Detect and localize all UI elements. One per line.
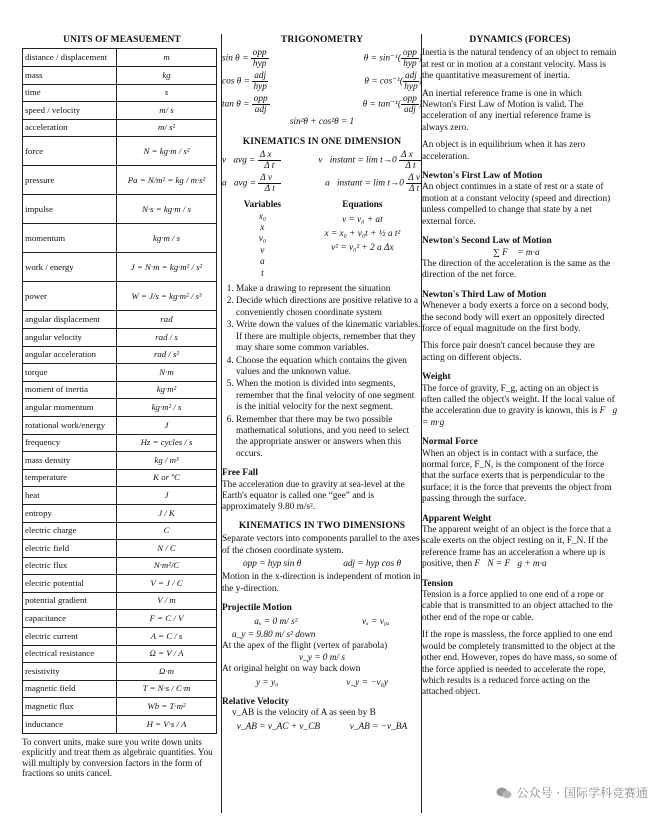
cos-num: adj (254, 71, 267, 82)
a-inst-den: Δ t (409, 184, 420, 195)
a-avg-den: Δ t (264, 184, 275, 195)
unit-symbol: kg·m² / s (117, 399, 217, 417)
units-table (22, 48, 217, 733)
variables-head: Variables (243, 200, 282, 211)
unit-symbol: m/ s² (117, 119, 217, 137)
variable-item: v (260, 245, 265, 256)
unit-symbol: Wb = T·m² (117, 698, 217, 716)
step-item: 4. Choose the equation which contains the given values and the unknown value. (236, 356, 422, 379)
units-row (23, 346, 217, 364)
units-row (23, 328, 217, 346)
atan-num: opp (402, 94, 417, 105)
proj-orig: At original height on way back down (222, 664, 361, 675)
units-row (23, 166, 217, 195)
units-row (23, 504, 217, 522)
kin2d-text2: Motion in the x-direction is independent of motion in the y-direction. (222, 572, 421, 594)
a-avg-frac (258, 173, 281, 194)
unit-symbol: Hz = cycles / s (117, 434, 217, 452)
units-row (23, 84, 217, 102)
v-avg-den: Δ t (264, 161, 275, 172)
v-inst-lhs: v⃗instant = lim t→0 (318, 155, 397, 166)
projectile-x-row (222, 617, 422, 628)
unit-symbol: F = C / V (117, 610, 217, 628)
units-row (23, 698, 217, 716)
adj-eq: adj = hyp cos θ (343, 559, 402, 569)
unit-symbol: N·s = kg·m / s (117, 195, 217, 224)
unit-quantity: electric charge (23, 522, 117, 540)
units-row (23, 645, 217, 663)
a-avg-lhs: a⃗avg = (222, 178, 256, 189)
variable-item: a (260, 257, 265, 268)
unit-quantity: frequency (23, 434, 117, 452)
cos-den: hyp (253, 82, 267, 93)
opp-eq: opp = hyp sin θ (242, 559, 302, 569)
unit-quantity: temperature (23, 469, 117, 487)
unit-quantity: rotational work/energy (23, 416, 117, 434)
unit-symbol: s (117, 84, 217, 102)
unit-quantity: mass density (23, 452, 117, 470)
sin-lhs: sin θ = (222, 54, 249, 65)
unit-quantity: electric flux (23, 557, 117, 575)
units-row (23, 434, 217, 452)
unit-symbol: J (117, 416, 217, 434)
unit-symbol: T = N·s / C·m (117, 680, 217, 698)
units-column (22, 34, 222, 779)
unit-quantity: angular displacement (23, 311, 117, 329)
unit-quantity: momentum (23, 224, 117, 253)
unit-quantity: electric current (23, 628, 117, 646)
unit-quantity: electric potential (23, 575, 117, 593)
relvel-eq1: v_AB = v_AC + v_CB (236, 721, 321, 732)
atan-lhs: θ = tan⁻¹ (362, 100, 398, 111)
units-row (23, 119, 217, 137)
step-item: 5. When the motion is divided into segments, remember that the final velocity of one segment is the initial velocity for the next segment. (236, 379, 422, 413)
units-row (23, 557, 217, 575)
proj-vy: v_y = −v₀y (346, 677, 388, 688)
unit-symbol: C (117, 522, 217, 540)
proj-vy0: v_y = 0 m/ s (298, 652, 346, 663)
unit-symbol: V = J / C (117, 575, 217, 593)
proj-y: y = y₀ (255, 677, 279, 688)
unit-quantity: time (23, 84, 117, 102)
units-row (23, 540, 217, 558)
unit-symbol: K or ºC (117, 469, 217, 487)
weight-text (422, 384, 618, 430)
n3-title: Newton's Third Law of Motion (422, 289, 547, 300)
variable-item: v₀ (258, 234, 267, 245)
proj-vx: vₓ = v₀ₓ (362, 616, 390, 627)
kin2d-title: KINEMATICS IN TWO DIMENSIONS (238, 520, 406, 531)
units-row (23, 716, 217, 734)
unit-quantity: resistivity (23, 663, 117, 681)
weight-equation: F⃗g = m·g⃗ (422, 406, 618, 428)
kin2d-components (222, 559, 422, 570)
asin-lhs: θ = sin⁻¹ (363, 54, 398, 65)
unit-quantity: angular velocity (23, 328, 117, 346)
trig-cos-row: cos θ = $\frac{\text{adj}}{\text{hyp}}$ θ = cos⁻¹( $\frac{\text{adj}}{\text{hyp}}$ ) (222, 71, 422, 93)
unit-quantity: electric field (23, 540, 117, 558)
kin1d-title: KINEMATICS IN ONE DIMENSION (242, 136, 402, 147)
v-inst-den: Δ t (405, 161, 416, 172)
units-row (23, 49, 217, 67)
tan-den: adj (254, 105, 267, 116)
unit-quantity: speed / velocity (23, 102, 117, 120)
units-row (23, 311, 217, 329)
projectile-back-row (222, 678, 422, 689)
equations-list (324, 200, 400, 280)
step-item: 3. Write down the values of the kinematic variables. If there are multiple objects, remember that they may share some common variables. (236, 320, 422, 354)
acos-den: hyp (404, 82, 418, 93)
apparent-weight-text (422, 525, 618, 571)
unit-symbol: W = J/s = kg·m² / s³ (117, 282, 217, 311)
unit-quantity: impulse (23, 195, 117, 224)
projectile-title: Projectile Motion (222, 603, 292, 614)
dyn-title: DYNAMICS (FORCES) (469, 35, 571, 45)
unit-symbol: Ω·m (117, 663, 217, 681)
normal-force-title: Normal Force (422, 437, 478, 448)
unit-quantity: torque (23, 364, 117, 382)
unit-quantity: pressure (23, 166, 117, 195)
units-row (23, 102, 217, 120)
sin-den: hyp (252, 59, 267, 70)
equation-item: x = x₀ + v₀t + ½ a t² (324, 229, 401, 240)
unit-symbol: A = C / s (117, 628, 217, 646)
equation-item: v = v₀ + at (342, 214, 383, 225)
tan-frac (252, 94, 270, 115)
units-row (23, 137, 217, 166)
unit-symbol: kg / m³ (117, 452, 217, 470)
units-row (23, 522, 217, 540)
n2-equation: ∑ F⃗ = m·a⃗ (493, 247, 547, 258)
unit-symbol: rad / s (117, 328, 217, 346)
units-row (23, 399, 217, 417)
v-inst-frac (399, 150, 422, 171)
unit-symbol: rad (117, 311, 217, 329)
tan-num: opp (253, 94, 268, 105)
atan-den: adj (403, 105, 416, 116)
proj-apex: At the apex of the flight (vertex of parabola) (222, 641, 388, 652)
apparent-weight-desc: The apparent weight of an object is the force that a scale exerts on the object resting on it, F_N. If the reference frame has an acceleration a where up is positive, then (422, 525, 611, 570)
unit-symbol: J / K (117, 504, 217, 522)
trig-identity: sin²θ + cos²θ = 1 (289, 117, 355, 128)
unit-symbol: m/ s (117, 102, 217, 120)
problem-steps (222, 284, 422, 460)
relvel-eqs (222, 722, 422, 733)
unit-symbol: J = N·m = kg·m² / s² (117, 253, 217, 282)
unit-symbol: kg·m / s (117, 224, 217, 253)
unit-symbol: V / m (117, 592, 217, 610)
unit-quantity: moment of inertia (23, 381, 117, 399)
units-row (23, 195, 217, 224)
unit-quantity: force (23, 137, 117, 166)
units-row (23, 575, 217, 593)
unit-symbol: Pa = N/m² = kg / m·s² (117, 166, 217, 195)
unit-quantity: magnetic flux (23, 698, 117, 716)
equation-item: v² = v₀² + 2 a Δx (331, 243, 394, 254)
units-row (23, 364, 217, 382)
sin-num: opp (252, 48, 267, 59)
unit-symbol: N·m (117, 364, 217, 382)
step-item: 6. Remember that there may be two possible mathematical solutions, and you need to select the appropriate answer or answers when this occurs. (236, 415, 422, 461)
a-inst-frac (406, 173, 422, 194)
units-row (23, 469, 217, 487)
wechat-watermark (496, 784, 648, 801)
units-row (23, 610, 217, 628)
units-row (23, 381, 217, 399)
unit-quantity: electrical resistance (23, 645, 117, 663)
acos-num: adj (405, 71, 417, 82)
tan-lhs: tan θ = (222, 100, 250, 111)
freefall-text: The acceleration due to gravity at sea-level at the Earth's equator is called one “gee” and is approximately 9.80 m/s². (222, 479, 405, 513)
n1-title: Newton's First Law of Motion (422, 171, 543, 182)
unit-symbol: kg (117, 67, 217, 85)
units-row (23, 663, 217, 681)
step-item: 2. Decide which directions are positive relative to a conveniently chosen coordinate system (236, 296, 422, 319)
units-row (23, 680, 217, 698)
n1-text: An object continues in a state of rest or a state of motion at a constant velocity (speed and direction) unless compelled to change that state by a net external force. (422, 182, 611, 227)
cos-lhs: cos θ = (222, 77, 250, 88)
kin2d-text1: Separate vectors into components parallel to the axes of the chosen coordinate system. (222, 534, 420, 556)
acos-frac (403, 71, 419, 92)
n2-title: Newton's Second Law of Motion (422, 236, 552, 247)
units-row (23, 224, 217, 253)
dynamics-column (422, 34, 618, 699)
relvel-text: v_AB is the velocity of A as seen by B (232, 708, 376, 719)
dyn-equilibrium: An object is in equilibrium when it has zero acceleration. (422, 140, 586, 162)
variables-equations (222, 200, 422, 280)
unit-quantity: potential gradient (23, 592, 117, 610)
units-row (23, 67, 217, 85)
kin1d-accel-row (222, 173, 422, 194)
v-avg-frac (258, 150, 281, 171)
unit-quantity: entropy (23, 504, 117, 522)
asin-num: opp (402, 48, 417, 59)
apparent-weight-title: Apparent Weight (422, 513, 492, 524)
unit-symbol: Ω = V / A (117, 645, 217, 663)
unit-symbol: N / C (117, 540, 217, 558)
trig-sin-row: sin θ = $\frac{\text{opp}}{\text{hyp}}$ θ = sin⁻¹( $\frac{\text{opp}}{\text{hyp}}$ ) (222, 48, 422, 70)
trig-title: TRIGONOMETRY (280, 35, 364, 45)
unit-quantity: angular acceleration (23, 346, 117, 364)
units-row (23, 282, 217, 311)
units-row (23, 592, 217, 610)
unit-symbol: N = kg·m / s² (117, 137, 217, 166)
proj-ay: a_y = 9.80 m/ s² down (232, 630, 316, 641)
dyn-inertia: Inertia is the natural tendency of an object to remain at rest or in motion at a constant velocity. Mass is the quantitative measurement of inertia. (422, 48, 617, 82)
units-note: To convert units, make sure you write down units explicitly and treat them as algebraic quantities. You will multiply by conversion factors in the form of fractions so units cancel. (22, 736, 213, 779)
variable-item: x₀ (258, 211, 267, 222)
unit-quantity: angular momentum (23, 399, 117, 417)
kin1d-velocity-row (222, 150, 422, 171)
watermark-text: 公众号 · 国际学科竞赛通 (516, 786, 648, 800)
unit-quantity: mass (23, 67, 117, 85)
proj-ax: aₓ = 0 m/ s² (254, 616, 298, 627)
apparent-weight-equation: F⃗N = F⃗g + m·a⃗ (474, 559, 554, 570)
unit-quantity: heat (23, 487, 117, 505)
a-inst-num: Δ v (408, 173, 420, 184)
relvel-eq2: v_AB = −v_BA (349, 721, 408, 732)
a-avg-num: Δ v⃗ (260, 173, 280, 184)
units-row (23, 452, 217, 470)
acos-lhs: θ = cos⁻¹ (364, 77, 400, 88)
n2-text: The direction of the acceleration is the same as the direction of the net force. (422, 258, 611, 281)
normal-force-text: When an object is in contact with a surface, the normal force, F_N, is the component of the force that the surface exerts that is perpendicular to the surface; it is the force that prevents the object from passing through the surface. (422, 448, 612, 505)
unit-symbol: rad / s² (117, 346, 217, 364)
equations-head: Equations (342, 200, 383, 211)
step-item: 1. Make a drawing to represent the situation (236, 284, 422, 295)
sin-frac (251, 48, 269, 69)
units-title: UNITS OF MEASUEMENT (63, 35, 181, 45)
dyn-frame: An inertial reference frame is one in which Newton's First Law of Motion is valid. The acceleration of any inertial reference frame is always zero. (422, 88, 591, 133)
units-row (23, 628, 217, 646)
wechat-icon (496, 787, 512, 799)
v-inst-num: Δ x⃗ (401, 150, 420, 161)
unit-quantity: magnetic field (23, 680, 117, 698)
v-avg-num: Δ x⃗ (259, 150, 279, 161)
variable-item: x (260, 223, 265, 234)
unit-symbol: N·m²/C (117, 557, 217, 575)
unit-symbol: kg·m² (117, 381, 217, 399)
units-row (23, 487, 217, 505)
unit-quantity: power (23, 282, 117, 311)
relvel-title: Relative Velocity (222, 697, 289, 708)
unit-quantity: work / energy (23, 253, 117, 282)
freefall-title: Free Fall (222, 468, 259, 479)
atan-frac (401, 94, 419, 115)
trig-tan-row: tan θ = $\frac{\text{opp}}{\text{adj}}$ θ = tan⁻¹( $\frac{\text{opp}}{\text{adj}}$ ) (222, 94, 422, 116)
unit-quantity: inductance (23, 716, 117, 734)
unit-quantity: distance / displacement (23, 49, 117, 67)
cos-frac (252, 71, 268, 92)
v-avg-lhs: v⃗avg = (222, 155, 256, 166)
variable-item: t (261, 268, 264, 279)
units-row (23, 253, 217, 282)
unit-quantity: capacitance (23, 610, 117, 628)
asin-frac (401, 48, 419, 69)
n3-note: This force pair doesn't cancel because they are acting on different objects. (422, 341, 595, 363)
weight-desc: The force of gravity, F_g, acting on an object is often called the object's weight. If the local value of the acceleration due to gravity is known, this is (422, 383, 615, 417)
variables-list (244, 200, 281, 280)
kinematics-column (222, 34, 422, 735)
a-inst-lhs: a⃗instant = lim t→0 (325, 178, 404, 189)
tension-text1: Tension is a force applied to one end of a rope or cable that is transmitted to an object attached to the other end of the rope or cable. (422, 590, 613, 623)
unit-symbol: J (117, 487, 217, 505)
unit-quantity: acceleration (23, 119, 117, 137)
unit-symbol: m (117, 49, 217, 67)
tension-title: Tension (422, 578, 453, 589)
units-row (23, 416, 217, 434)
asin-den: hyp (403, 59, 417, 70)
tension-text2: If the rope is massless, the force applied to one end would be completely transmitted to the object at the other end. However, ropes do have mass, so some of the force applied is needed to accelerate the rope, which results is a reduced force acting on the attached object. (422, 630, 618, 698)
n3-text: Whenever a body exerts a force on a second body, the second body will exert an oppositely directed force of equal magnitude on the first body. (422, 301, 609, 334)
weight-title: Weight (422, 372, 451, 383)
unit-symbol: H = V·s / A (117, 716, 217, 734)
